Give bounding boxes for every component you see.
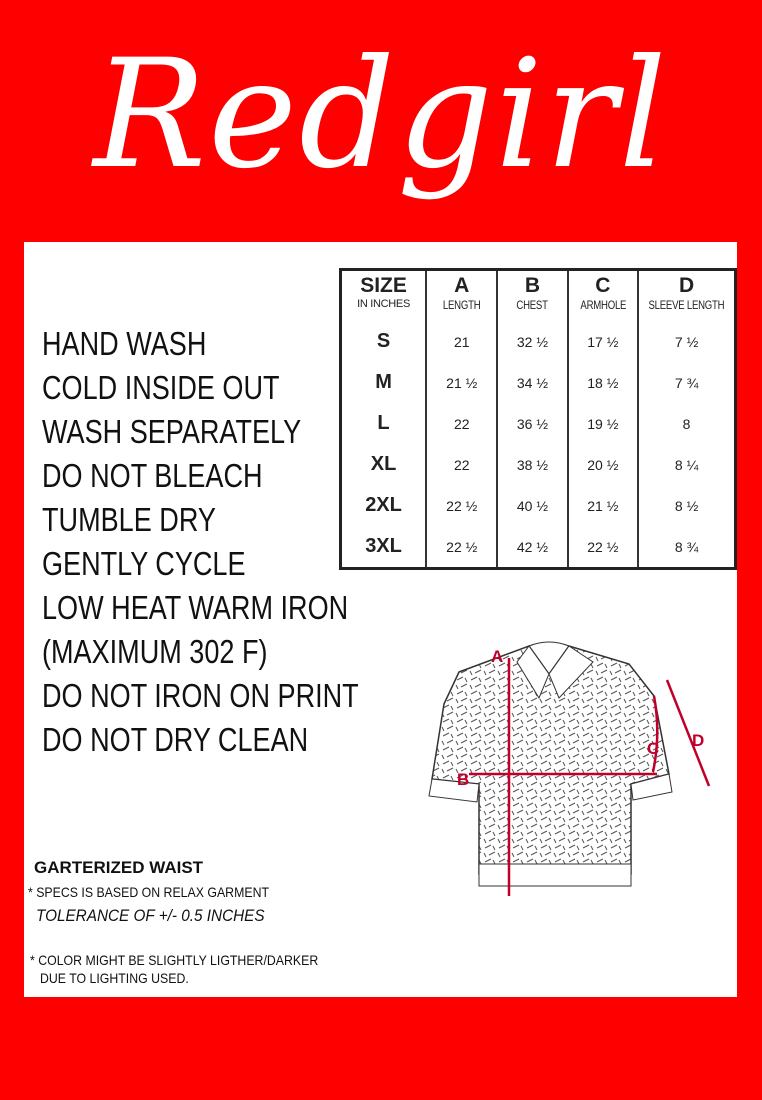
care-instruction: DO NOT IRON ON PRINT bbox=[42, 677, 359, 714]
label-c: C bbox=[647, 739, 660, 758]
header-letter: B bbox=[524, 274, 541, 297]
size-chart-panel bbox=[24, 242, 737, 997]
measurement-cell: 19 ½ bbox=[568, 403, 639, 444]
header-label: IN INCHES bbox=[357, 298, 410, 310]
size-cell: 2XL bbox=[341, 485, 427, 526]
header-letter: A bbox=[454, 274, 470, 297]
garterized-waist-note: GARTERIZED WAIST bbox=[34, 858, 204, 877]
measurement-cell: 22 ½ bbox=[426, 485, 497, 526]
measurement-cell: 32 ½ bbox=[497, 321, 567, 362]
header-letter: D bbox=[678, 274, 695, 297]
label-a: A bbox=[491, 647, 504, 666]
measurement-cell: 17 ½ bbox=[568, 321, 639, 362]
size-cell: L bbox=[341, 403, 427, 444]
care-instructions bbox=[42, 322, 428, 762]
measurement-cell: 7 ½ bbox=[638, 321, 735, 362]
measurement-cell: 40 ½ bbox=[497, 485, 567, 526]
measurement-cell: 20 ½ bbox=[568, 444, 639, 485]
measurement-cell: 36 ½ bbox=[497, 403, 567, 444]
measurement-cell: 8 ¼ bbox=[638, 444, 735, 485]
care-instruction: LOW HEAT WARM IRON bbox=[42, 589, 349, 626]
measurement-cell: 8 ¾ bbox=[638, 526, 735, 569]
measurement-cell: 42 ½ bbox=[497, 526, 567, 569]
care-instruction: WASH SEPARATELY bbox=[42, 413, 302, 450]
measurement-cell: 18 ½ bbox=[568, 362, 639, 403]
header-label: SLEEVE LENGTH bbox=[648, 298, 725, 312]
care-instruction: COLD INSIDE OUT bbox=[42, 369, 280, 406]
measurement-cell: 34 ½ bbox=[497, 362, 567, 403]
size-cell: 3XL bbox=[341, 526, 427, 569]
care-instruction: HAND WASH bbox=[42, 325, 207, 362]
color-note-line1: * COLOR MIGHT BE SLIGHTLY LIGTHER/DARKER bbox=[30, 952, 319, 968]
care-instruction: DO NOT DRY CLEAN bbox=[42, 721, 309, 758]
size-cell: XL bbox=[341, 444, 427, 485]
shirt-diagram bbox=[399, 634, 719, 904]
header-label: CHEST bbox=[516, 298, 549, 312]
measurement-cell: 21 bbox=[426, 321, 497, 362]
header-label: ARMHOLE bbox=[579, 298, 626, 312]
size-cell: S bbox=[341, 321, 427, 362]
header-label: LENGTH bbox=[442, 298, 481, 312]
label-b: B bbox=[457, 770, 470, 789]
label-d: D bbox=[692, 731, 705, 750]
measurement-cell: 22 bbox=[426, 403, 497, 444]
header-letter: C bbox=[595, 274, 611, 297]
specs-note: * SPECS IS BASED ON RELAX GARMENT bbox=[28, 884, 269, 900]
header-size bbox=[341, 270, 427, 322]
measurement-cell: 8 bbox=[638, 403, 735, 444]
measurement-cell: 22 ½ bbox=[568, 526, 639, 569]
size-cell: M bbox=[341, 362, 427, 403]
header-letter: SIZE bbox=[360, 274, 407, 297]
measurement-cell: 38 ½ bbox=[497, 444, 567, 485]
measurement-cell: 21 ½ bbox=[426, 362, 497, 403]
care-instruction: GENTLY CYCLE bbox=[42, 545, 246, 582]
shirt-icon bbox=[429, 642, 672, 886]
header-armhole bbox=[568, 270, 639, 322]
color-note-line2: DUE TO LIGHTING USED. bbox=[40, 970, 189, 986]
measurement-cell: 7 ¾ bbox=[638, 362, 735, 403]
care-instruction: DO NOT BLEACH bbox=[42, 457, 263, 494]
measurement-cell: 22 ½ bbox=[426, 526, 497, 569]
tolerance-note: TOLERANCE OF +/- 0.5 INCHES bbox=[36, 906, 265, 925]
care-instruction: (MAXIMUM 302 F) bbox=[42, 633, 268, 670]
measurement-cell: 21 ½ bbox=[568, 485, 639, 526]
brand-logo: Redgirl bbox=[93, 28, 669, 202]
table-header-row bbox=[341, 270, 736, 322]
measurement-cell: 22 bbox=[426, 444, 497, 485]
header-length bbox=[426, 270, 497, 322]
measurement-cell: 8 ½ bbox=[638, 485, 735, 526]
header-chest bbox=[497, 270, 567, 322]
care-instruction: TUMBLE DRY bbox=[42, 501, 216, 538]
header-sleeve-length bbox=[638, 270, 735, 322]
